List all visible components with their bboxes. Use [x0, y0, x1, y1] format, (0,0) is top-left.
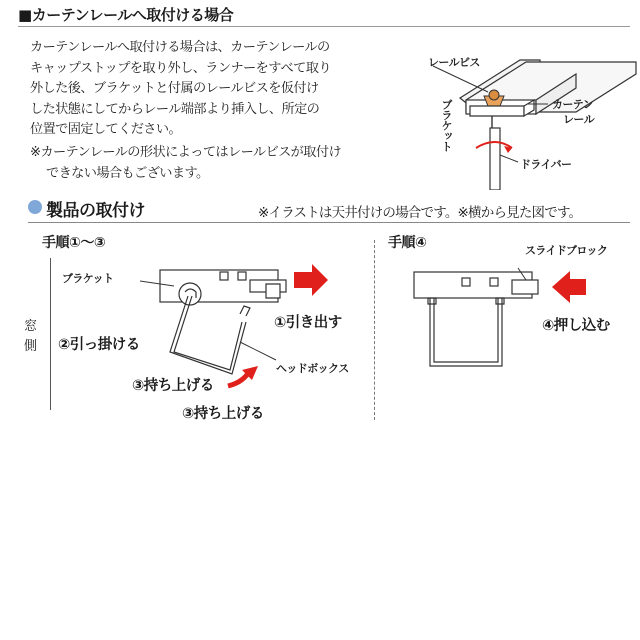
screw-head-icon [489, 90, 499, 100]
instruction-line: キャップストップを取り外し、ランナーをすべて取り [30, 60, 331, 76]
headbox-label: ヘッドボックス [276, 362, 349, 375]
step-2-label: ②引っ掛ける [58, 337, 140, 353]
slide-block-shape [512, 280, 538, 294]
section2-divider [28, 222, 630, 223]
step-4-title: 手順④ [388, 235, 427, 251]
step-1-label: ①引き出す [274, 315, 342, 331]
install-instructions [30, 38, 380, 141]
instruction-line: 外した後、ブラケットと付属のレールビスを仮付け [30, 81, 319, 96]
instruction-line: カーテンレールへ取付ける場合は、カーテンレールの [30, 40, 330, 55]
bracket-label: ブラケット [440, 99, 453, 152]
section1-title: ■カーテンレールへ取付ける場合 [18, 6, 234, 24]
section1-divider [18, 26, 630, 27]
headbox-shape [428, 298, 504, 366]
headbox-shape [170, 296, 250, 374]
pull-arrow-icon [294, 264, 328, 296]
square-marker-icon: ■ [18, 6, 32, 24]
rail-screw-label: レールビス [428, 56, 480, 69]
window-wall-line [50, 258, 51, 410]
section2-title: 製品の取付け [46, 201, 145, 221]
window-side-label: 窓 側 [24, 319, 38, 354]
step-divider [374, 240, 375, 420]
curtain-rail-label-1: カーテン [552, 98, 594, 111]
bullet-icon [28, 200, 42, 214]
step-3-label: ③持ち上げる [132, 378, 214, 394]
illustration-note: ※イラストは天井付けの場合です。※横から見た図です。 [258, 205, 582, 221]
install-note [30, 143, 375, 184]
note-line: ※カーテンレールの形状によってはレールビスが取付け [30, 145, 342, 160]
step-4-label: ④押し込む [542, 318, 610, 334]
slide-block-label: スライドブロック [525, 244, 608, 257]
driver-icon [476, 116, 512, 190]
driver-label: ドライバー [520, 158, 572, 171]
note-line: できない場合もございます。 [46, 165, 209, 181]
curtain-rail-label-2: レール [563, 113, 594, 126]
instruction-line: した状態にしてからレール端部より挿入し、所定の [30, 101, 320, 117]
step-1-3-title: 手順①～③ [42, 235, 106, 251]
bracket-label-2: ブラケット [62, 272, 114, 285]
step-3-label-bottom: ③持ち上げる [182, 406, 264, 422]
instruction-line: 位置で固定してください。 [30, 122, 182, 137]
push-arrow-icon [552, 271, 586, 303]
